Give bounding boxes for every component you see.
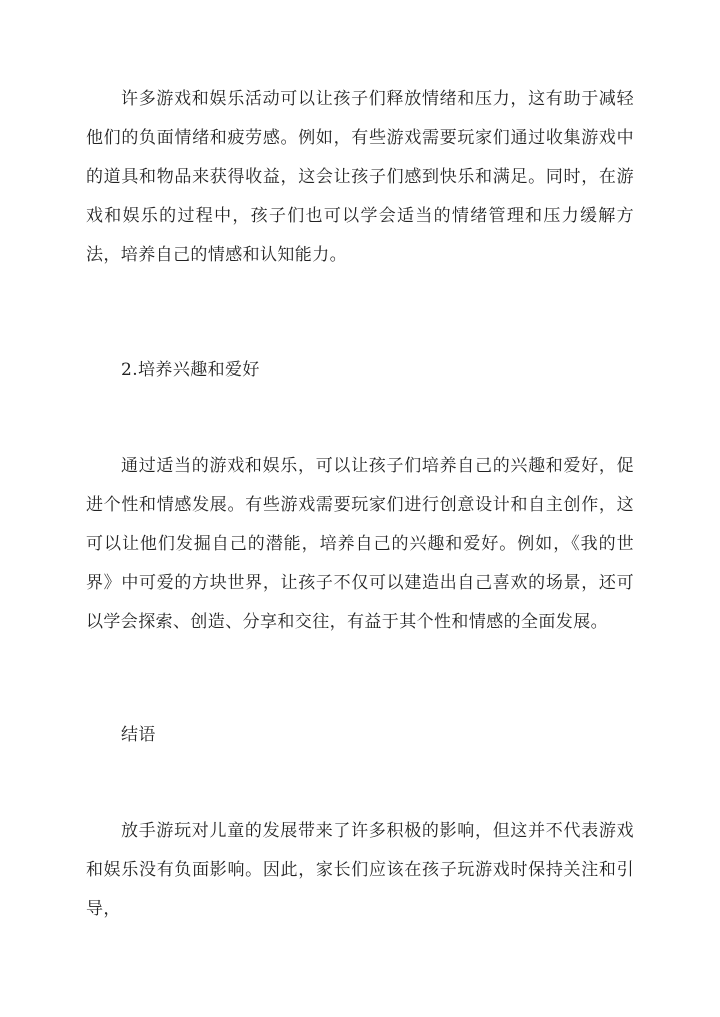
body-paragraph: 放手游玩对儿童的发展带来了许多积极的影响，但这并不代表游戏和娱乐没有负面影响。因此，家长们应该在孩子玩游戏时保持关注和引导， <box>86 821 634 919</box>
conclusion-heading: 结语 <box>121 725 156 745</box>
body-paragraph: 许多游戏和娱乐活动可以让孩子们释放情绪和压力，这有助于减轻他们的负面情绪和疲劳感。例如，有些游戏需要玩家们通过收集游戏中的道具和物品来获得收益，这会让孩子们感到快乐和满足。同时，在游戏和娱乐的过程中，孩子们也可以学会适当的情绪管理和压力缓解方法，培养自己的情感和认知能力。 <box>86 89 634 265</box>
body-paragraph: 通过适当的游戏和娱乐，可以让孩子们培养自己的兴趣和爱好，促进个性和情感发展。有些游戏需要玩家们进行创意设计和自主创作，这可以让他们发掘自己的潜能，培养自己的兴趣和爱好。例如，《我的世界》中可爱的方块世界，让孩子不仅可以建造出自己喜欢的场景，还可以学会探索、创造、分享和交往，有益于其个性和情感的全面发展。 <box>86 456 634 632</box>
section-heading: 2.培养兴趣和爱好 <box>121 360 260 380</box>
